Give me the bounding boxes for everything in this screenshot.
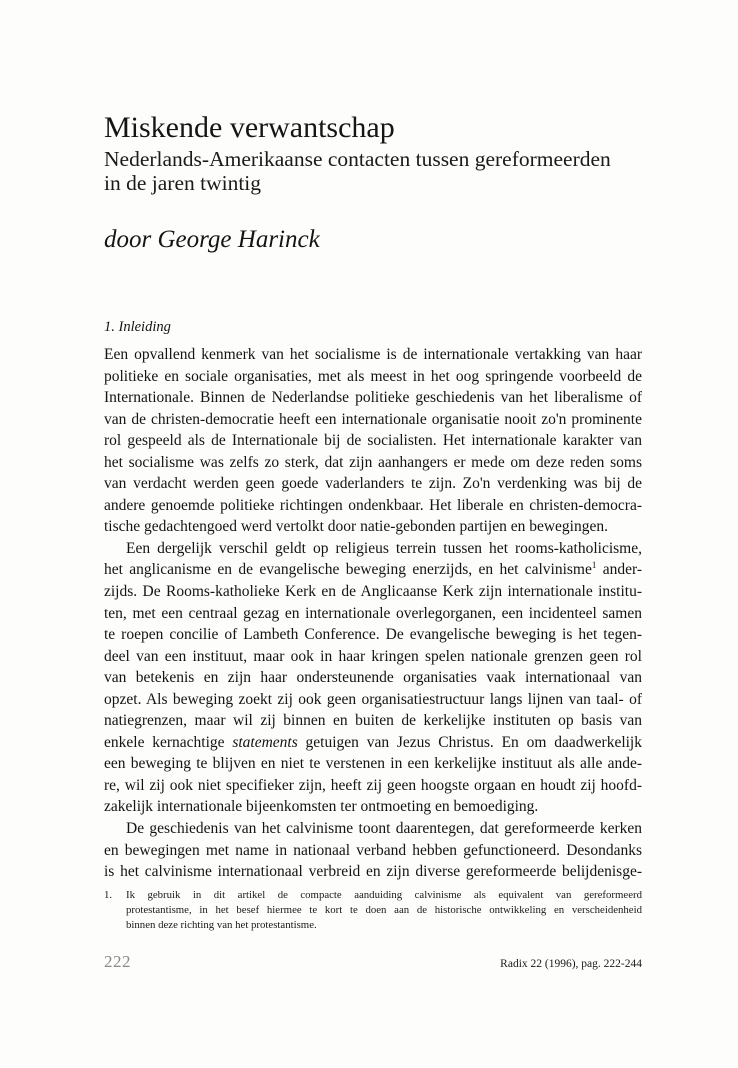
body-line: Een opvallend kenmerk van het socialisme is de internationale vertakking van haar [104,346,642,363]
body-line: ten, met een centraal gezag en internationale overlegorganen, een incidenteel samen [104,604,642,622]
footnote-line: binnen deze richting van het protestantisme. [126,919,317,931]
body-line: van betekenis en zijn haar ondersteunende organisaties vaak internationaal van [104,669,642,687]
body-line: Internationale. Binnen de Nederlandse politieke geschiedenis van het liberalisme of [104,389,642,407]
body-line: is het calvinisme internationaal verbreid en zijn diverse gereformeerde belijdenisge- [104,863,642,881]
body-line: politieke en sociale organisaties, met als meest in het oog springende voorbeeld de [104,367,642,385]
body-line-text: ander- [596,561,642,579]
body-line: en bewegingen met name in nationaal verband hebben gefunctioneerd. Desondanks [104,841,642,859]
body-line: van de christen-democratie heeft een internationale organisatie nooit zo'n prominente [104,410,642,428]
footnotes [104,888,642,933]
body-line: Een dergelijk verschil geldt op religieus terrein tussen het rooms-katholicisme, [126,539,642,557]
page-number: 222 [104,952,131,971]
body-line: re, wil zij ook niet specifieker zijn, heeft zij geen hoogste orgaan en houdt zij hoofd- [104,776,642,794]
body-line: natiegrenzen, maar wil zij binnen en buiten de kerkelijke instituten op basis van [104,712,642,730]
article-title: Miskende verwantschap [104,111,395,144]
body-line: tische gedachtengoed werd vertolkt door natie-gebonden partijen en bewegingen. [104,518,608,536]
body-line: het socialisme was zelfs zo sterk, dat zijn aanhangers er mede om deze reden soms [104,453,642,471]
footnote [104,888,642,933]
section-heading: 1. Inleiding [104,319,171,335]
body-line-text: het anglicanisme en de evangelische beweging enerzijds, en het calvinisme [104,561,592,579]
body-line: deel van een instituut, maar ook in haar kringen spelen nationale grenzen geen rol [104,647,642,665]
body-line [104,559,642,581]
article-subtitle [104,147,664,195]
body-line: andere genoemde politieke richtingen ondenkbaar. Het liberale en christen-democra- [104,496,642,514]
footnote-number: 1. [104,889,113,901]
body-line: opzet. Als beweging zoekt zij ook geen organisatiestructuur langs lijnen van taal- of [104,690,642,708]
subtitle-line: in de jaren twintig [104,171,262,195]
footnote-reference[interactable]: 1 [591,560,597,571]
body-line: zijds. De Rooms-katholieke Kerk en de Anglicaanse Kerk zijn internationale institu- [104,583,642,601]
body-line-text: enkele kernachtige [104,733,225,751]
body-line: een beweging te blijven en niet te verstenen in een kerkelijke instituut als alle ande- [104,755,642,773]
emphasized-term: statements [232,733,298,751]
body-line: te roepen concilie of Lambeth Conference. De evangelische beweging is het tegen- [104,626,642,644]
footnote-line: protestantisme, in het besef hiermee te kort te doen aan de historische ontwikkeling en verscheidenheid [126,904,642,916]
body-line: van verdacht werden geen goede vaderlanders te zijn. Zo'n verdenking was bij de [104,475,642,493]
journal-citation: Radix 22 (1996), pag. 222-244 [500,958,642,970]
body-line-text: getuigen van Jezus Christus. En om daadwerkelijk [297,733,642,751]
body-line [104,732,642,754]
body-line: zakelijk internationale bijeenkomsten ter ontmoeting en bemoediging. [104,798,539,816]
body-line: rol gespeeld als de Internationale bij de socialisten. Het internationale karakter van [104,432,642,450]
author-byline: door George Harinck [104,226,320,253]
subtitle-line: Nederlands-Amerikaanse contacten tussen gereformeerden [104,147,611,171]
body-line: De geschiedenis van het calvinisme toont daarentegen, dat gereformeerde kerken [126,820,642,838]
body-text [104,344,642,883]
footnote-line: Ik gebruik in dit artikel de compacte aanduiding calvinisme als equivalent van gereformeerd [126,889,642,901]
